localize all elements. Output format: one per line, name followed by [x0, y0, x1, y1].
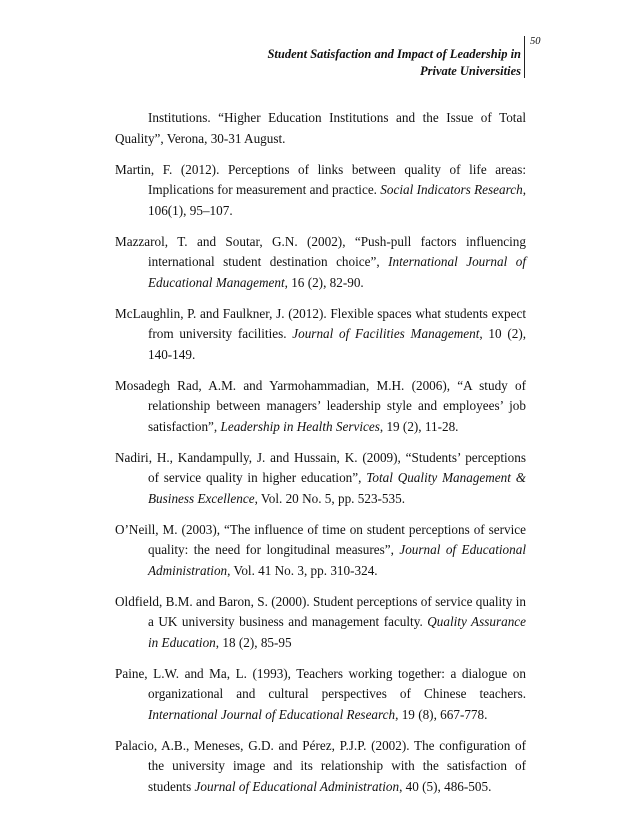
reference-entry — [115, 664, 526, 726]
reference-text: Institutions. “Higher Education Institutions and the Issue of Total Quality”, Verona, 30-31 August. — [115, 110, 526, 146]
reference-text: Paine, L.W. and Ma, L. (1993), Teachers working together: a dialogue on organizational and cultural perspectives of Chinese teachers. — [115, 665, 526, 701]
reference-entry — [115, 108, 526, 149]
reference-journal: Total Quality Management & Business Excellence — [148, 470, 526, 506]
reference-text: Nadiri, H., Kandampully, J. and Hussain, K. (2009), “Students’ perceptions of service quality in higher education”, — [115, 449, 526, 485]
reference-text: Palacio, A.B., Meneses, G.D. and Pérez, P.J.P. (2002). The configuration of the university image and its relationship with the satisfaction of students — [115, 737, 526, 794]
header-title-line1: Student Satisfaction and Impact of Leadership in — [267, 47, 521, 61]
reference-entry — [115, 736, 526, 798]
reference-tail: , 40 (5), 486-505. — [399, 778, 492, 794]
reference-entry — [115, 520, 526, 582]
reference-text: McLaughlin, P. and Faulkner, J. (2012). Flexible spaces what students expect from university facilities. — [115, 305, 526, 341]
reference-entry — [115, 304, 526, 366]
reference-entry — [115, 160, 526, 222]
reference-entry — [115, 448, 526, 510]
reference-tail: , 19 (2), 11-28. — [379, 418, 459, 434]
reference-tail: , 106(1), 95–107. — [148, 182, 526, 218]
reference-entry — [115, 376, 526, 438]
page-number: 50 — [530, 36, 541, 47]
reference-text: Martin, F. (2012). Perceptions of links between quality of life areas: Implications for measurement and practice. — [115, 161, 526, 197]
reference-journal: Journal of Facilities Management — [292, 326, 480, 341]
reference-list — [115, 108, 526, 808]
reference-tail: , 18 (2), 85-95 — [215, 634, 292, 650]
reference-tail: , 19 (8), 667-778. — [395, 706, 488, 722]
reference-text: O’Neill, M. (2003), “The influence of time on student perceptions of service quality: the need for longitudinal measures”, — [115, 521, 526, 557]
reference-journal: International Journal of Educational Management — [148, 254, 526, 290]
reference-entry — [115, 592, 526, 654]
reference-tail: , 10 (2), 140-149. — [148, 326, 527, 362]
reference-entry — [115, 232, 526, 294]
reference-tail: , 16 (2), 82-90. — [284, 274, 364, 290]
header-divider — [524, 36, 525, 78]
reference-journal: Journal of Educational Administration — [194, 778, 400, 794]
reference-text: Oldfield, B.M. and Baron, S. (2000). Student perceptions of service quality in a UK university business and management faculty. — [115, 593, 526, 629]
reference-tail: , Vol. 41 No. 3, pp. 310-324. — [227, 562, 378, 578]
running-header — [267, 46, 521, 80]
reference-text: Mosadegh Rad, A.M. and Yarmohammadian, M.H. (2006), “A study of relationship between managers’ leadership style and employees’ job satisfaction”, — [115, 377, 526, 434]
reference-text: Mazzarol, T. and Soutar, G.N. (2002), “Push-pull factors influencing international student destination choice”, — [115, 233, 526, 269]
reference-tail: , Vol. 20 No. 5, pp. 523-535. — [254, 490, 406, 506]
reference-journal: Social Indicators Research — [380, 182, 523, 197]
reference-journal: Quality Assurance in Education — [148, 614, 526, 650]
reference-journal: International Journal of Educational Research — [148, 706, 396, 722]
reference-journal: Leadership in Health Services — [220, 418, 380, 434]
header-title-line2: Private Universities — [419, 64, 521, 78]
reference-journal: Journal of Educational Administration — [148, 542, 526, 578]
